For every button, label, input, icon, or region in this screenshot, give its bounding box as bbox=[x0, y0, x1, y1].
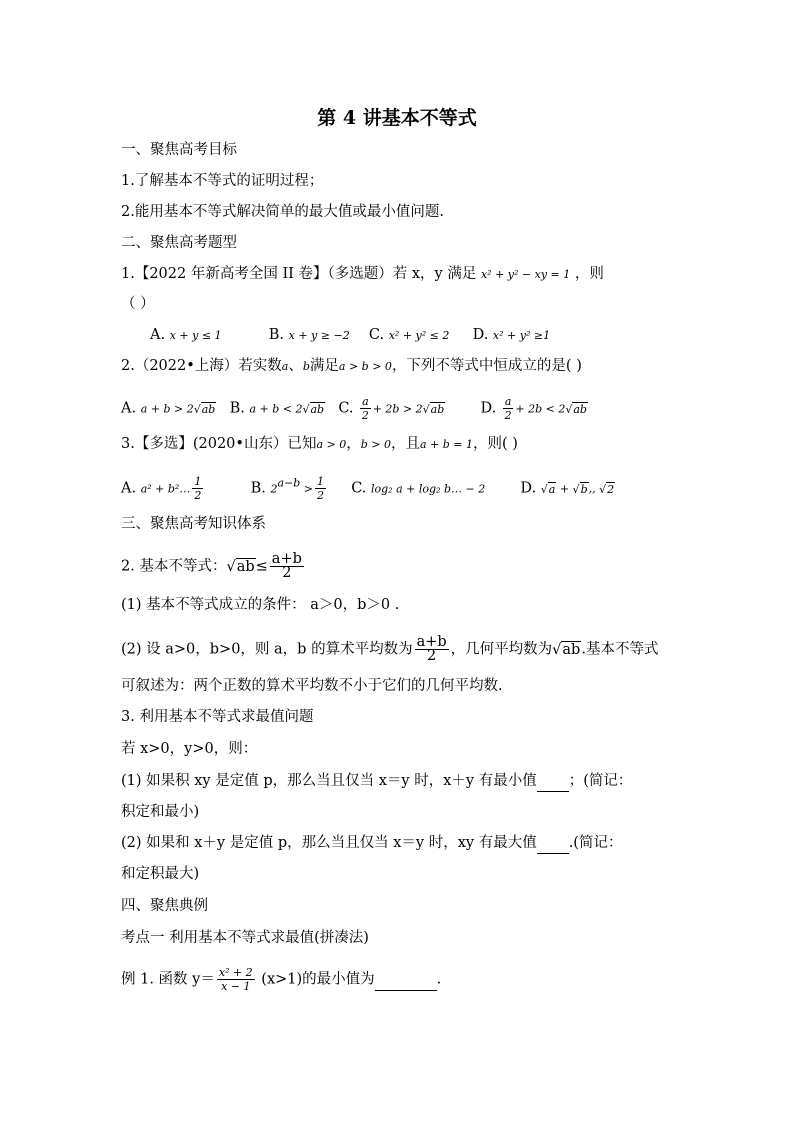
q3-cond-2: b > 0 bbox=[360, 438, 391, 451]
q2-opt-d-label: D. bbox=[480, 400, 497, 417]
line2-frac: $\frac{a+b}{2}$ bbox=[416, 634, 447, 664]
q1-prefix: 1.【2022 年新高考全国 II 卷】（多选题）若 x，y 满足 bbox=[121, 266, 477, 282]
q2-var-b: b bbox=[302, 360, 310, 373]
line2-prefix: (2) 设 a>0，b>0，则 a，b 的算术平均数为 bbox=[121, 641, 413, 658]
question-1 bbox=[121, 264, 604, 285]
question-3 bbox=[121, 434, 518, 455]
q1-expr: x² + y² − xy = 1 bbox=[480, 268, 571, 281]
q2-opt-b-lhs: a + b < 2 bbox=[249, 402, 303, 416]
item-3: 3. 利用基本不等式求最值问题 bbox=[121, 709, 314, 725]
q3-opt-d-label: D. bbox=[520, 480, 537, 497]
ex-prefix: 例 1. 函数 y＝ bbox=[121, 971, 215, 988]
mean-line-cont: 可叙述为：两个正数的算术平均数不小于它们的几何平均数. bbox=[121, 678, 503, 694]
ex-blank[interactable] bbox=[375, 970, 437, 991]
q2-options bbox=[121, 395, 588, 422]
q3-sep-1: ， bbox=[346, 436, 361, 452]
item2-sqrt: √ab bbox=[226, 558, 255, 575]
q1-options bbox=[150, 325, 550, 346]
q3-opt-d-plus: + bbox=[556, 482, 573, 496]
ex-suffix: (x>1)的最小值为 bbox=[261, 971, 375, 988]
item2-frac: $\frac{a+b}{2}$ bbox=[271, 551, 302, 581]
q1-opt-b: x + y ≥ −2 bbox=[288, 329, 350, 342]
line2-sqrt: √ab bbox=[552, 641, 581, 658]
q2-suffix: ，下列不等式中恒成立的是( ) bbox=[391, 358, 582, 374]
q1-opt-d-label: D. bbox=[472, 327, 489, 343]
condition-line: (1) 基本不等式成立的条件： a＞0，b＞0 . bbox=[121, 597, 400, 613]
q1-answer-paren: （ ） bbox=[121, 296, 155, 312]
line2-mid: ，几何平均数为 bbox=[450, 641, 553, 658]
q3-cond-3: a + b = 1 bbox=[419, 438, 474, 451]
q3-cond-1: a > 0 bbox=[316, 438, 347, 451]
goal-2: 2.能用基本不等式解决简单的最大值或最小值问题. bbox=[121, 204, 444, 220]
basic-inequality bbox=[121, 553, 306, 580]
q1-opt-c-label: C. bbox=[368, 327, 385, 343]
rule-1-tail: ；(简记： bbox=[568, 773, 633, 789]
item2-le: ≤ bbox=[255, 558, 268, 575]
goal-1: 1.了解基本不等式的证明过程； bbox=[121, 173, 324, 189]
q3-opt-a-expr: a² + b²… bbox=[140, 482, 191, 496]
q3-options bbox=[121, 475, 615, 502]
q3-opt-d-sqrt-2: √2 bbox=[599, 482, 615, 496]
rule-1-cont: 积定和最小) bbox=[121, 804, 200, 820]
q3-opt-b-frac: $\frac{1}{2}$ bbox=[316, 475, 324, 502]
q3-prefix: 3.【多选】(2020•山东）已知 bbox=[121, 436, 317, 452]
q3-sep-2: ，且 bbox=[390, 436, 420, 452]
q3-opt-d-rel: ,, bbox=[588, 482, 600, 496]
q2-opt-a-label: A. bbox=[121, 400, 137, 417]
q2-opt-a-lhs: a + b > 2 bbox=[140, 402, 194, 416]
line2-suffix: .基本不等式 bbox=[581, 641, 659, 658]
rule-1-text: (1) 如果积 xy 是定值 p，那么当且仅当 x＝y 时，x＋y 有最小值 bbox=[121, 773, 537, 789]
q1-opt-d: x² + y² ≥1 bbox=[492, 329, 551, 342]
q2-opt-b-label: B. bbox=[229, 400, 245, 417]
kaodian-1: 考点一 利用基本不等式求最值(拼凑法) bbox=[121, 930, 369, 946]
q2-opt-d-sqrt: √ab bbox=[565, 402, 587, 416]
q2-opt-c-frac: $\frac{a}{2}$ bbox=[361, 395, 369, 422]
rule-2-tail: .(简记： bbox=[568, 835, 623, 851]
rule-2-cont: 和定积最大) bbox=[121, 866, 200, 882]
q2-comma: 、 bbox=[288, 358, 303, 374]
q3-opt-b-base: 2 bbox=[270, 482, 278, 496]
rule-1-blank[interactable] bbox=[537, 771, 569, 792]
q2-opt-d-frac: $\frac{a}{2}$ bbox=[504, 395, 512, 422]
q3-opt-d-sqrt-b: √b bbox=[572, 482, 588, 496]
section4-heading: 四、聚焦典例 bbox=[121, 898, 208, 914]
q2-opt-a-sqrt: √ab bbox=[193, 402, 216, 416]
q2-opt-c-sqrt: √ab bbox=[422, 402, 445, 416]
q2-opt-b-sqrt: √ab bbox=[302, 402, 325, 416]
q3-opt-c-expr: log₂ a + log₂ b… − 2 bbox=[371, 482, 486, 496]
q1-opt-a-label: A. bbox=[150, 327, 166, 343]
q1-suffix: ，则 bbox=[574, 266, 604, 282]
section3-heading: 三、聚焦高考知识体系 bbox=[121, 516, 266, 532]
q3-suffix: ，则( ) bbox=[473, 436, 518, 452]
if-line: 若 x>0，y>0，则： bbox=[121, 741, 258, 757]
q3-opt-b-gt: > bbox=[300, 482, 313, 496]
ex-frac: $\frac{\text{x² + 2}}{x - 1}$ bbox=[218, 966, 253, 993]
rule-2-blank[interactable] bbox=[537, 833, 569, 854]
section1-heading: 一、聚焦高考目标 bbox=[121, 142, 237, 158]
q2-opt-d-mid: + 2b < 2 bbox=[515, 402, 566, 416]
rule-2 bbox=[121, 833, 622, 854]
mean-line bbox=[121, 636, 658, 663]
page-title: 第 4 讲基本不等式 bbox=[317, 107, 477, 129]
q2-opt-c-label: C. bbox=[338, 400, 354, 417]
item2-prefix: 2. 基本不等式： bbox=[121, 558, 227, 575]
q2-opt-c-mid: + 2b > 2 bbox=[372, 402, 423, 416]
q2-cond: a > b > 0 bbox=[338, 360, 392, 373]
q1-opt-c: x² + y² ≤ 2 bbox=[388, 329, 450, 342]
q2-mid: 满足 bbox=[309, 358, 339, 374]
example-1 bbox=[121, 966, 441, 993]
rule-1 bbox=[121, 771, 632, 792]
q2-var-a: a bbox=[281, 360, 289, 373]
rule-2-text: (2) 如果和 x＋y 是定值 p，那么当且仅当 x＝y 时，xy 有最大值 bbox=[121, 835, 537, 851]
q3-opt-b-exp: a−b bbox=[277, 476, 301, 490]
q3-opt-c-label: C. bbox=[351, 480, 367, 497]
q1-opt-a: x + y ≤ 1 bbox=[169, 329, 222, 342]
q3-opt-b-label: B. bbox=[250, 480, 266, 497]
q3-opt-a-label: A. bbox=[121, 480, 137, 497]
question-2 bbox=[121, 356, 582, 377]
q2-prefix: 2.（2022•上海）若实数 bbox=[121, 358, 282, 374]
ex-end: . bbox=[436, 971, 442, 988]
q3-opt-d-sqrt-a: √a bbox=[540, 482, 556, 496]
q1-opt-b-label: B. bbox=[268, 327, 285, 343]
q3-opt-a-frac: $\frac{1}{2}$ bbox=[194, 475, 202, 502]
section2-heading: 二、聚焦高考题型 bbox=[121, 235, 237, 251]
